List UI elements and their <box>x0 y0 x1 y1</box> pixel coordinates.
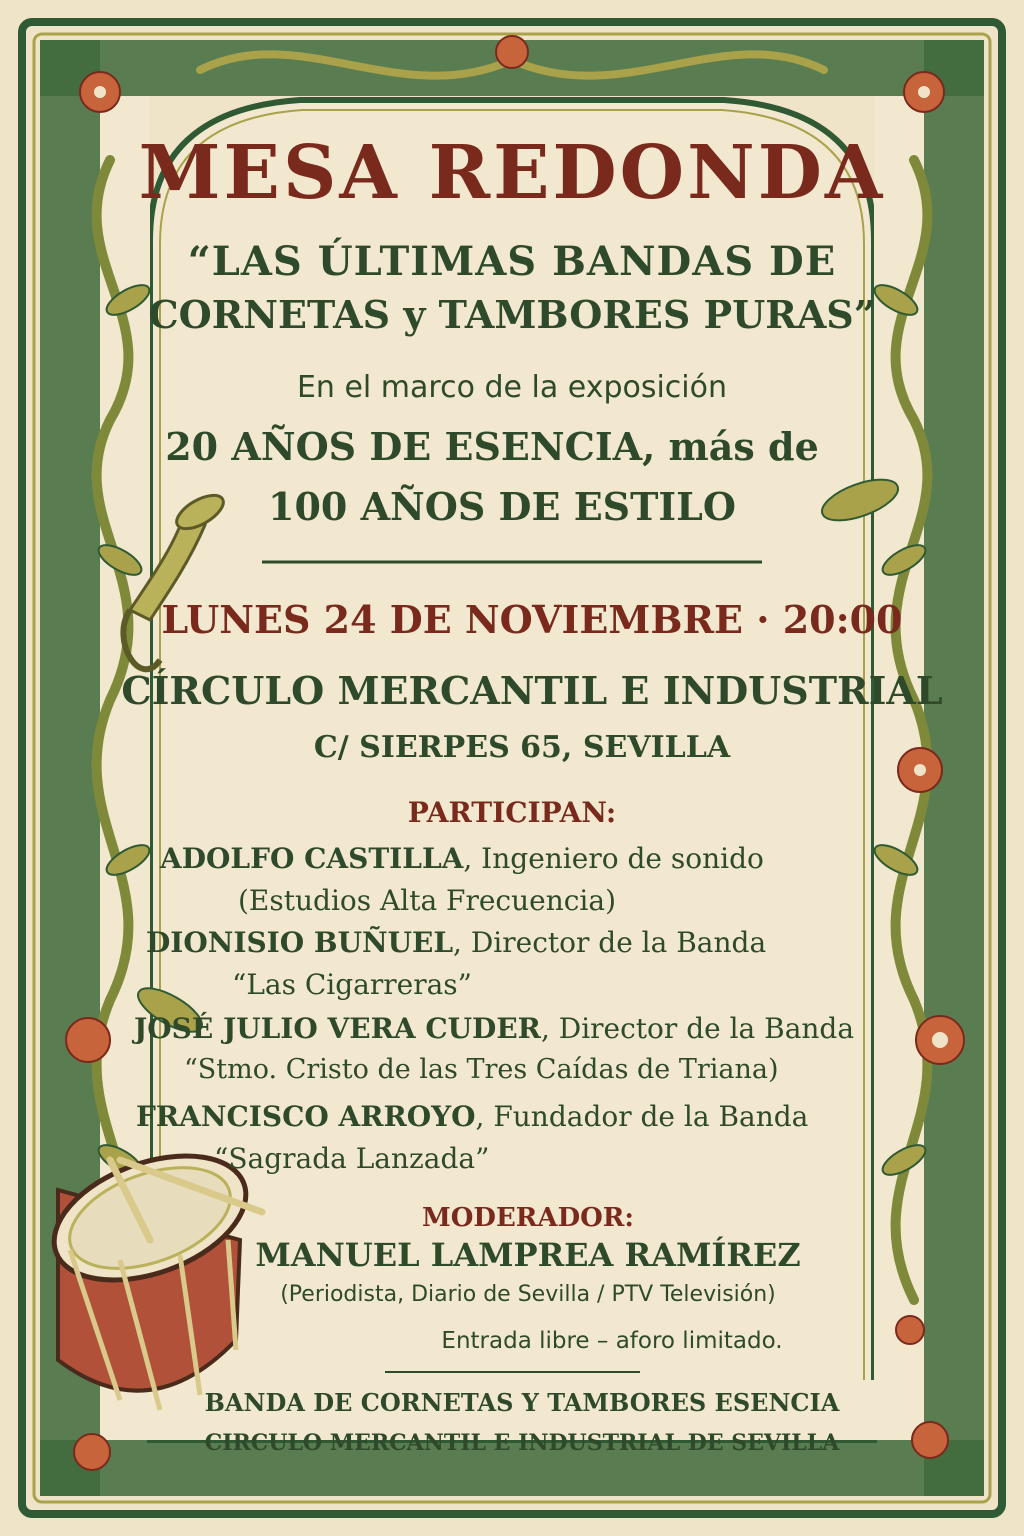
moderator-role: (Periodista, Diario de Sevilla / PTV Televisión) <box>280 1282 776 1307</box>
participant-role: , Ingeniero de sonido <box>463 842 764 875</box>
participant-role: , Fundador de la Banda <box>475 1100 809 1133</box>
participant-detail: “Stmo. Cristo de las Tres Caídas de Triana) <box>184 1054 779 1085</box>
page-title: MESA REDONDA <box>138 130 886 216</box>
participant-line <box>146 926 766 959</box>
moderator-name: MANUEL LAMPREA RAMÍREZ <box>255 1236 801 1274</box>
subtitle-line-1: “LAS ÚLTIMAS BANDAS DE <box>187 238 837 285</box>
participant-detail: (Estudios Alta Frecuencia) <box>238 884 616 917</box>
participant-role: , Director de la Banda <box>540 1012 855 1045</box>
participant-detail: “Sagrada Lanzada” <box>214 1142 490 1175</box>
context-line-2: 20 AÑOS DE ESENCIA, más de <box>165 424 819 469</box>
organizer-line-2: CIRCULO MERCANTIL E INDUSTRIAL DE SEVILLA <box>204 1430 840 1456</box>
event-venue: CÍRCULO MERCANTIL E INDUSTRIAL <box>121 668 943 713</box>
participants-label: PARTICIPAN: <box>407 796 617 829</box>
event-datetime: LUNES 24 DE NOVIEMBRE · 20:00 <box>161 597 903 642</box>
context-line-1: En el marco de la exposición <box>296 370 728 405</box>
participant-name: DIONISIO BUÑUEL <box>146 926 454 959</box>
event-address: C/ SIERPES 65, SEVILLA <box>313 730 731 765</box>
participant-name: FRANCISCO ARROYO <box>136 1100 476 1133</box>
participant-line <box>136 1100 808 1133</box>
organizer-line-1: BANDA DE CORNETAS Y TAMBORES ESENCIA <box>204 1388 840 1417</box>
entry-note: Entrada libre – aforo limitado. <box>441 1328 783 1354</box>
participant-name: ADOLFO CASTILLA <box>160 842 464 875</box>
participant-line <box>134 1012 854 1045</box>
participant-name: JOSÉ JULIO VERA CUDER <box>134 1012 541 1045</box>
participant-detail: “Las Cigarreras” <box>232 968 472 1001</box>
participant-line <box>160 842 764 875</box>
participant-role: , Director de la Banda <box>453 926 767 959</box>
context-line-3: 100 AÑOS DE ESTILO <box>268 484 736 529</box>
subtitle-line-2: CORNETAS y TAMBORES PURAS” <box>148 292 876 337</box>
moderator-label: MODERADOR: <box>422 1203 634 1233</box>
